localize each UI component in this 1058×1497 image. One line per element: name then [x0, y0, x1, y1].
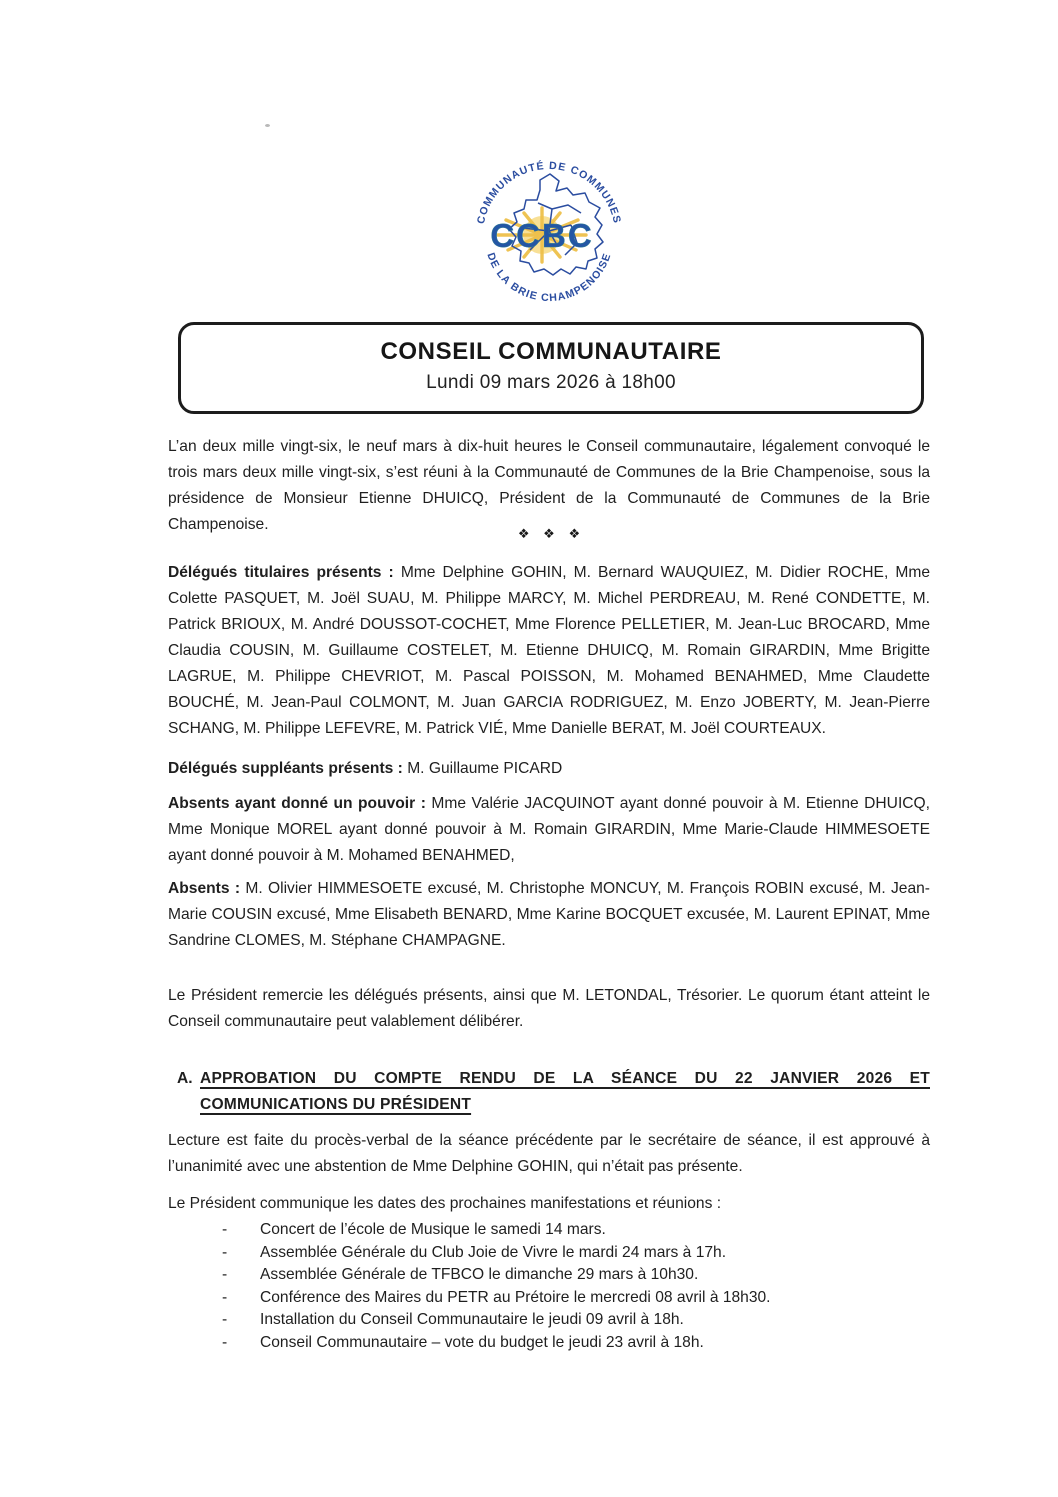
meeting-datetime: Lundi 09 mars 2026 à 18h00 [426, 372, 676, 393]
paragraph-absents-pouvoir [168, 791, 930, 869]
paragraph-dates-intro: Le Président communique les dates des prochaines manifestations et réunions : [168, 1195, 722, 1212]
document-body [168, 0, 930, 1355]
paragraph-delegues-titulaires [168, 560, 930, 742]
text-delegues-titulaires: Mme Delphine GOHIN, M. Bernard WAUQUIEZ, M. Didier ROCHE, Mme Colette PASQUET, M. Joël SUAU, M. Philippe MARCY, M. Michel PERDREAU, M. René CONDETTE, M. Patrick BRIOUX, M. André DOUSSOT-COCHET, Mme Florence PELLETIER, M. Jean-Luc BROCARD, Mme Claudia COUSIN, M. Guillaume COSTELET, M. Etienne DHUICQ, M. Romain GIRARDIN, Mme Brigitte LAGRUE, M. Philippe CHEVRIOT, M. Pascal POISSON, M. Mohamed BENAHMED, Mme Claudette BOUCHÉ, M. Jean-Paul COLMONT, M. Juan GARCIA RODRIGUEZ, M. Enzo JOBERTY, M. Jean-Pierre SCHANG, M. Philippe LEFEVRE, M. Patrick VIÉ, Mme Danielle BERAT, M. Joël COURTEAUX. [168, 564, 930, 737]
list-item-text: Installation du Conseil Communautaire le jeudi 09 avril à 18h. [260, 1311, 684, 1329]
bullet-dash: - [222, 1221, 228, 1238]
list-item [168, 1264, 930, 1287]
ornament-divider: ❖ ❖ ❖ [517, 526, 581, 541]
agenda-item-a [168, 1066, 930, 1118]
paragraph-lecture: Lecture est faite du procès-verbal de la séance précédente par le secrétaire de séance, il est approuvé à l’unanimité avec une abstention de Mme Delphine GOHIN, qui n’était pas présente. [168, 1132, 930, 1175]
label-delegues-suppleants: Délégués suppléants présents : [168, 760, 403, 777]
text-absents-pouvoir: Mme Valérie JACQUINOT ayant donné pouvoir à M. Etienne DHUICQ, Mme Monique MOREL ayant donné pouvoir à M. Romain GIRARDIN, Mme Marie-Claude HIMMESOETE ayant donné pouvoir à M. Mohamed BENAHMED, [168, 795, 930, 864]
bullet-dash: - [222, 1288, 228, 1306]
intro-paragraph: L’an deux mille vingt-six, le neuf mars à dix-huit heures le Conseil communautaire, légalement convoqué le trois mars deux mille vingt-six, s’est réuni à la Communauté de Communes de la Brie Champenoise, sous la présidence de Monsieur Etienne DHUICQ, Président de la Communauté de Communes de la Brie Champenoise. [168, 438, 930, 533]
agenda-item-title: APPROBATION DU COMPTE RENDU DE LA SÉANCE DU 22 JANVIER 2026 ET COMMUNICATIONS DU PRÉSIDENT [200, 1070, 930, 1113]
list-item-text: Assemblée Générale de TFBCO le dimanche 29 mars à 10h30. [260, 1266, 699, 1284]
list-item-text: Conseil Communautaire – vote du budget le jeudi 23 avril à 18h. [260, 1333, 704, 1351]
bullet-dash: - [222, 1266, 228, 1284]
logo-bottom-caption: DE LA BRIE CHAMPENOISE [484, 251, 614, 305]
list-item-text: Concert de l’école de Musique le samedi 14 mars. [260, 1221, 606, 1238]
paragraph-delegues-suppleants [168, 756, 930, 782]
paragraph-quorum: Le Président remercie les délégués présents, ainsi que M. LETONDAL, Trésorier. Le quorum étant atteint le Conseil communautaire peut valablement délibérer. [168, 987, 930, 1030]
list-item [168, 1287, 930, 1310]
paragraph-absents [168, 876, 930, 954]
document-title: CONSEIL COMMUNAUTAIRE [380, 338, 722, 365]
list-item [168, 1242, 930, 1265]
list-item-text: Conférence des Maires du PETR au Prétoire le mercredi 08 avril à 18h30. [260, 1288, 771, 1306]
list-item [168, 1219, 930, 1242]
logo-top-caption: COMMUNAUTÉ DE COMMUNES [474, 159, 624, 226]
label-absents-pouvoir: Absents ayant donné un pouvoir : [168, 795, 426, 812]
list-item-text: Assemblée Générale du Club Joie de Vivre le mardi 24 mars à 17h. [260, 1243, 727, 1261]
agenda-item-letter: A. [177, 1070, 193, 1087]
upcoming-dates-list [168, 1219, 930, 1355]
logo-center-text: CCBC [490, 217, 594, 254]
bullet-dash: - [222, 1243, 228, 1261]
label-delegues-titulaires: Délégués titulaires présents : [168, 564, 394, 581]
list-item [168, 1332, 930, 1355]
list-item [168, 1309, 930, 1332]
text-delegues-suppleants: M. Guillaume PICARD [407, 760, 563, 777]
label-absents: Absents : [168, 880, 241, 897]
bullet-dash: - [222, 1311, 228, 1329]
text-absents: M. Olivier HIMMESOETE excusé, M. Christophe MONCUY, M. François ROBIN excusé, M. Jean-Marie COUSIN excusé, Mme Elisabeth BENARD, Mme Karine BOCQUET excusée, M. Laurent EPINAT, Mme Sandrine CLOMES, M. Stéphane CHAMPAGNE. [168, 880, 930, 949]
bullet-dash: - [222, 1333, 228, 1351]
